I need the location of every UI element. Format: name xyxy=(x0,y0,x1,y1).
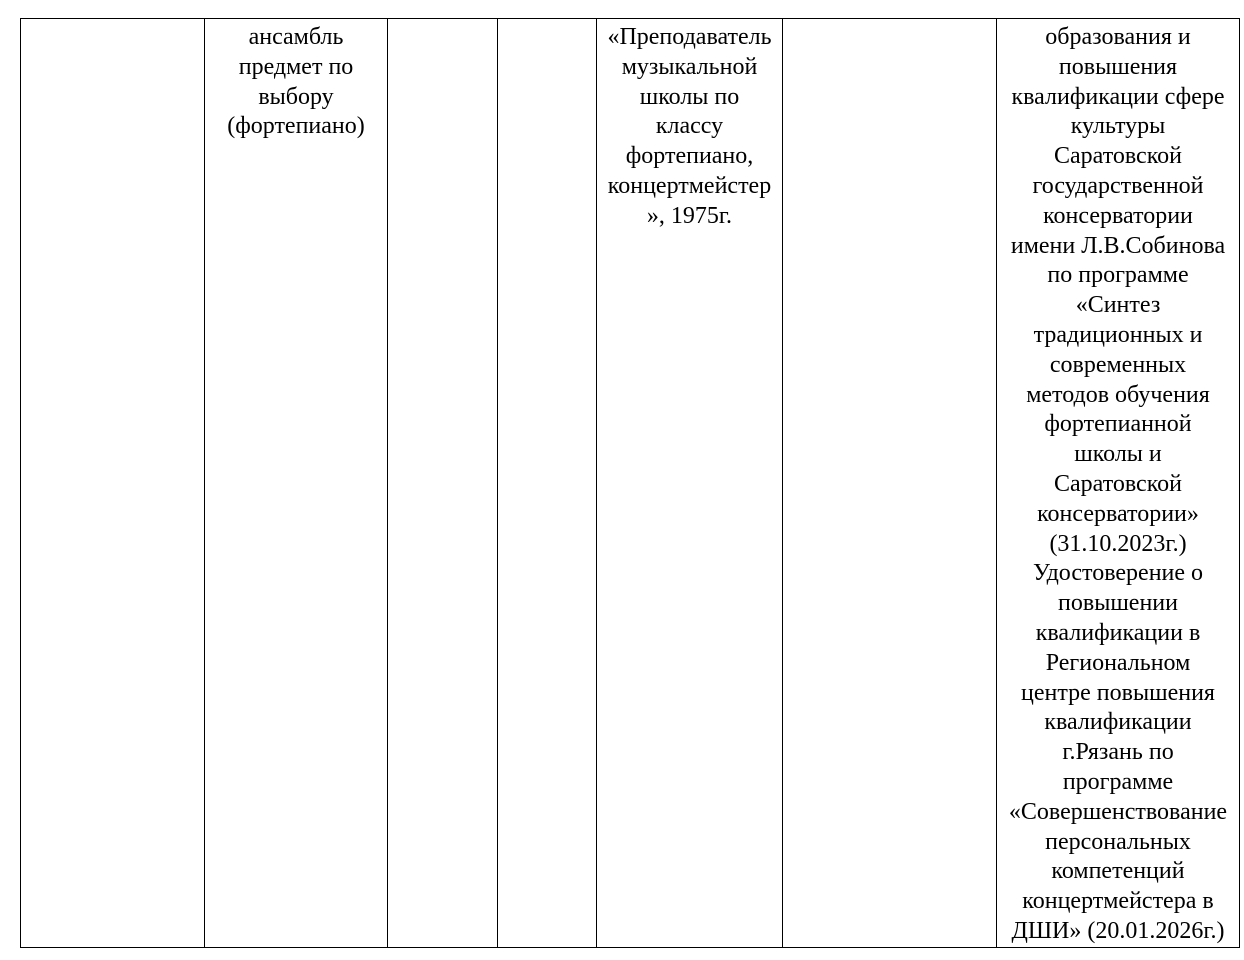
table-cell-col4 xyxy=(498,19,597,948)
staff-qualification-table xyxy=(20,18,1240,948)
cell-text-qualification: «Преподаватель музыкальной школы по классу фортепиано, концертмейстер », 1975г. xyxy=(607,24,772,229)
cell-text-col3 xyxy=(388,19,497,23)
cell-text-professional-development: образования и повышения квалификации сфере культуры Саратовской государственной консерватории имени Л.В.Собинова по программе «Синтез традиционных и современных методов обучения фортепианной школы и Саратовской консерватории» (31.10.2023г.) Удостоверение о повышении квалификации в Региональном центре повышения квалификации г.Рязань по программе «Совершенствование персональных компетенций концертмейстера в ДШИ» (20.01.2026г.) xyxy=(1008,24,1228,944)
table-cell-professional-development xyxy=(997,19,1240,948)
cell-text-col4 xyxy=(498,19,596,23)
table-cell-col3 xyxy=(388,19,498,948)
table-row xyxy=(21,19,1240,948)
cell-text-col6 xyxy=(783,19,996,23)
table-cell-col6 xyxy=(783,19,997,948)
table-cell-qualification xyxy=(597,19,783,948)
cell-text-subject: ансамбль предмет по выбору (фортепиано) xyxy=(227,24,365,140)
table-cell-col1 xyxy=(21,19,205,948)
cell-text-col1 xyxy=(21,19,204,23)
table-cell-subject xyxy=(205,19,388,948)
